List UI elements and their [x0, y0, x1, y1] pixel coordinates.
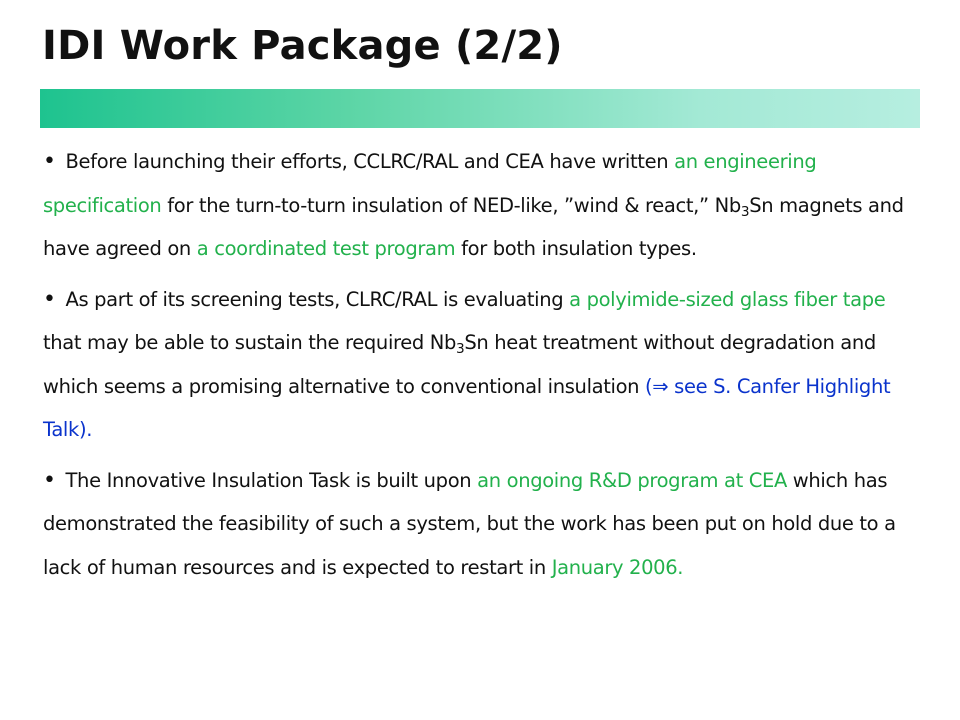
bullet-paragraph-3 [43, 459, 913, 590]
paragraph-text: The Innovative Insulation Task is built upon [65, 468, 478, 492]
title-underline-bar [40, 89, 920, 128]
paragraph-text: As part of its screening tests, CLRC/RAL is evaluating [65, 287, 570, 311]
slide-title: IDI Work Package (2/2) [42, 23, 563, 69]
paragraph-text: Sn magnets and have agreed on [43, 193, 904, 260]
bullet-paragraph-1 [43, 140, 913, 271]
paragraph-text: Sn heat treatment without degradation and which seems a promising alternative to conventional insulation [43, 331, 876, 398]
subscript: 3 [740, 203, 750, 220]
slide-content [43, 140, 913, 589]
paragraph-text: Before launching their efforts, CCLRC/RAL and CEA have written [65, 150, 675, 173]
bullet-icon: • [43, 286, 56, 312]
paragraph-text: that may be able to sustain the required Nb [43, 331, 457, 354]
talk-reference-link: (⇒ see S. Canfer Highlight Talk). [43, 374, 891, 441]
highlighted-text: a coordinated test program [196, 237, 456, 260]
highlighted-text: January 2006. [551, 555, 684, 579]
bullet-paragraph-2 [43, 278, 913, 452]
highlighted-text: a polyimide-sized glass fiber tape [569, 287, 886, 311]
paragraph-text: which has demonstrated the feasibility of such a system, but the work has been put on hold due to a lack of human resources and is expected to restart in [43, 468, 896, 579]
paragraph-text: for both insulation types. [455, 237, 697, 260]
subscript: 3 [456, 341, 465, 357]
bullet-icon: • [43, 149, 56, 174]
paragraph-text: for the turn-to-turn insulation of NED-like, ”wind & react,” Nb [161, 193, 741, 217]
highlighted-text: an engineering specification [43, 150, 817, 217]
bullet-icon: • [43, 467, 56, 493]
highlighted-text: an ongoing R&D program at CEA [477, 468, 787, 492]
